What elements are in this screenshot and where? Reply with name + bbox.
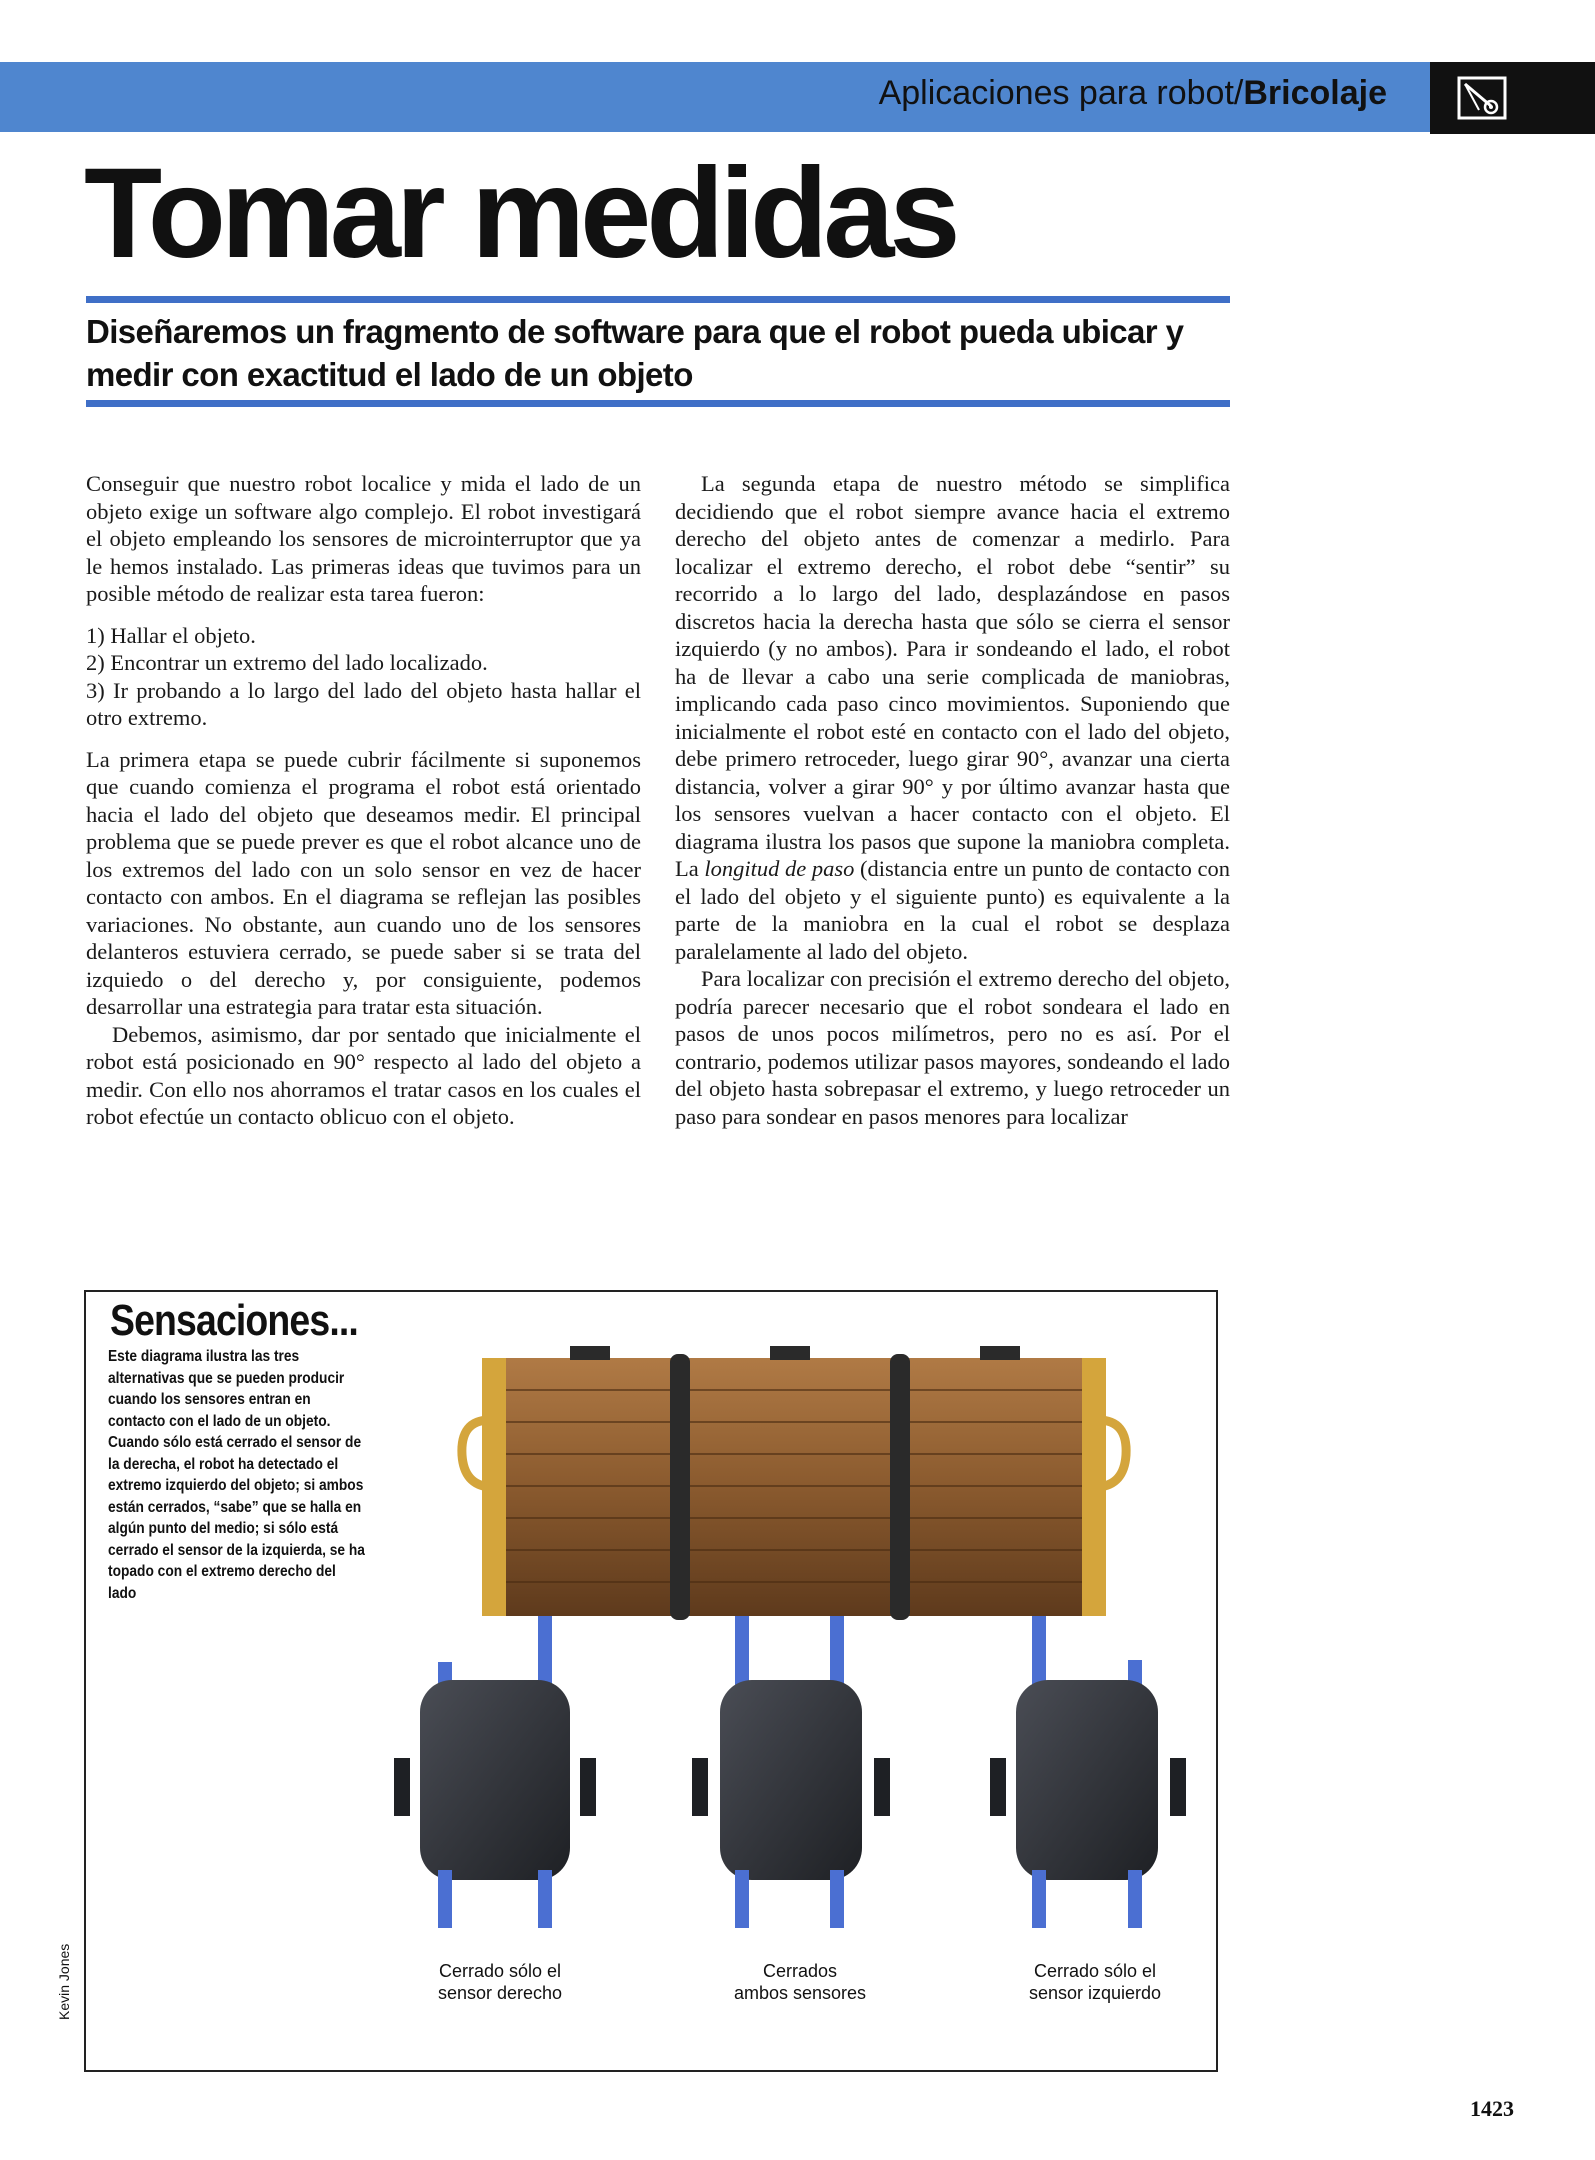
label-both-sensors xyxy=(685,1960,915,2004)
rear-sensor xyxy=(538,1870,552,1928)
sensor-left-closed xyxy=(1032,1616,1046,1686)
robot-right-sensor xyxy=(394,1616,596,1928)
sensor-right-closed xyxy=(830,1616,844,1686)
label-left-sensor xyxy=(980,1960,1210,2004)
sensors-illustration xyxy=(380,1310,1200,1950)
lid-clasp xyxy=(770,1346,810,1360)
robot-body xyxy=(1016,1680,1158,1880)
page-title: Tomar medidas xyxy=(84,142,956,285)
subsection-name: Bricolaje xyxy=(1243,74,1387,112)
subtitle-rule-top xyxy=(86,296,1230,303)
robot-both-sensors xyxy=(692,1616,890,1928)
rear-sensor xyxy=(1128,1870,1142,1928)
label-line: Cerrado sólo el xyxy=(1033,1961,1157,1981)
paragraph xyxy=(675,470,1230,965)
list-item: 1) Hallar el objeto. xyxy=(86,622,256,648)
left-strap xyxy=(670,1354,690,1620)
emphasis: longitud de paso xyxy=(704,856,855,881)
rear-sensor xyxy=(438,1870,452,1928)
sensor-right-closed xyxy=(538,1616,552,1688)
paragraph: Debemos, asimismo, dar por sentado que inicialmente el robot está posicionado en 90° respecto al lado del objeto a medir. Con ello nos ahorramos el tratar casos en los cuales el robot efectúe un contacto oblicuo con el objeto. xyxy=(86,1021,641,1129)
lid-clasp xyxy=(980,1346,1020,1360)
label-line: Cerrados xyxy=(762,1961,838,1981)
section-header xyxy=(879,74,1387,113)
rear-sensor xyxy=(1032,1870,1046,1928)
illustrator-credit: Kevin Jones xyxy=(56,1943,72,2020)
robot-body xyxy=(720,1680,862,1880)
subtitle: Diseñaremos un fragmento de software para que el robot pueda ubicar y medir con exactitud el lado de un objeto xyxy=(86,313,1184,393)
article-column-right xyxy=(675,470,1230,1130)
sensor-left-closed xyxy=(735,1616,749,1686)
label-line: ambos sensores xyxy=(733,1983,867,2003)
wheel xyxy=(874,1758,890,1816)
paragraph: Conseguir que nuestro robot localice y mida el lado de un objeto exige un software algo complejo. El robot investigará el objeto empleando los sensores de microinterruptor que ya le hemos instalado. Las primeras ideas que tuvimos para un posible método de realizar esta tarea fueron: xyxy=(86,471,641,606)
list-item: 3) Ir probando a lo largo del lado del objeto hasta hallar el otro extremo. xyxy=(86,677,641,730)
left-brass-band xyxy=(482,1358,506,1616)
wheel xyxy=(990,1758,1006,1816)
wheel xyxy=(692,1758,708,1816)
diagram-caption: Este diagrama ilustra las tres alternativas que se pueden producir cuando los sensores entran en contacto con el lado de un objeto. Cuando sólo está cerrado el sensor de la derecha, el robot ha detectado el extremo izquierdo del objeto; si ambos están cerrados, “sabe” que se halla en algún punto del medio; si sólo está cerrado el sensor de la izquierda, se ha topado con el extremo derecho del lado xyxy=(108,1348,365,1602)
section-name: Aplicaciones para robot/ xyxy=(878,74,1244,112)
wheel xyxy=(1170,1758,1186,1816)
subtitle-rule-bottom xyxy=(86,400,1230,407)
diagram-title: Sensaciones... xyxy=(110,1296,358,1345)
page-number: 1423 xyxy=(1470,2096,1514,2121)
label-line: sensor izquierdo xyxy=(1028,1983,1162,2003)
lid-clasp xyxy=(570,1346,610,1360)
rear-sensor xyxy=(735,1870,749,1928)
right-strap xyxy=(890,1354,910,1620)
text-run: La segunda etapa de nuestro método se simplifica decidiendo que el robot siempre avance hacia el extremo derecho del objeto antes de comenzar a medirlo. Para localizar el extremo derecho, el robot debe “sentir” su recorrido a lo largo del lado, desplazándose en pasos discretos hacia la derecha hasta que sólo se cierra el sensor izquierdo (y no ambos). Para ir sondeando el lado, el robot ha de llevar a cabo una serie complicada de maniobras, implicando cada paso cinco movimientos. Suponiendo que inicialmente el robot esté en contacto con el lado del objeto, debe primero retroceder, luego girar 90°, avanzar una cierta distancia, volver a girar 90° y por último avanzar hasta que los sensores vuelvan a hacer contacto con el objeto. El diagrama ilustra los pasos que supone la maniobra completa. La xyxy=(675,471,1230,881)
robot-body xyxy=(420,1680,570,1880)
method-list xyxy=(86,622,641,732)
wheel xyxy=(580,1758,596,1816)
robot-left-sensor xyxy=(990,1616,1186,1928)
label-right-sensor xyxy=(385,1960,615,2004)
label-line: sensor derecho xyxy=(437,1983,563,2003)
robot-arm-icon xyxy=(1457,76,1507,120)
wooden-object xyxy=(462,1346,1126,1620)
rear-sensor xyxy=(830,1870,844,1928)
right-brass-band xyxy=(1082,1358,1106,1616)
label-line: Cerrado sólo el xyxy=(438,1961,562,1981)
header-icon-box xyxy=(1430,62,1595,134)
wheel xyxy=(394,1758,410,1816)
text-run: (distancia entre un punto de contacto con el lado del objeto y el siguiente punto) es equivalente a la parte de la maniobra en la cual el robot se desplaza paralelamente al lado del objeto. xyxy=(675,856,1230,964)
article-column-left xyxy=(86,470,641,1131)
paragraph: Para localizar con precisión el extremo derecho del objeto, podría parecer necesario que el robot sondeara el lado en pasos de unos pocos milímetros, pero no es así. Por el contrario, podemos utilizar pasos mayores, sondeando el lado del objeto hasta sobrepasar el extremo, y luego retroceder un paso para sondear en pasos menores para localizar xyxy=(675,966,1230,1129)
list-item: 2) Encontrar un extremo del lado localizado. xyxy=(86,650,488,675)
paragraph: La primera etapa se puede cubrir fácilmente si suponemos que cuando comienza el programa el robot está orientado hacia el lado del objeto que deseamos medir. El principal problema que se puede prever es que el robot alcance uno de los extremos del lado con un solo sensor en vez de hacer contacto con ambos. En el diagrama se reflejan las posibles variaciones. No obstante, aun cuando uno de los sensores delanteros estuviera cerrado, se puede saber si se trata del izquiedo o del derecho y, por consiguiente, podemos desarrollar una estrategia para tratar esta situación. xyxy=(86,746,641,1019)
